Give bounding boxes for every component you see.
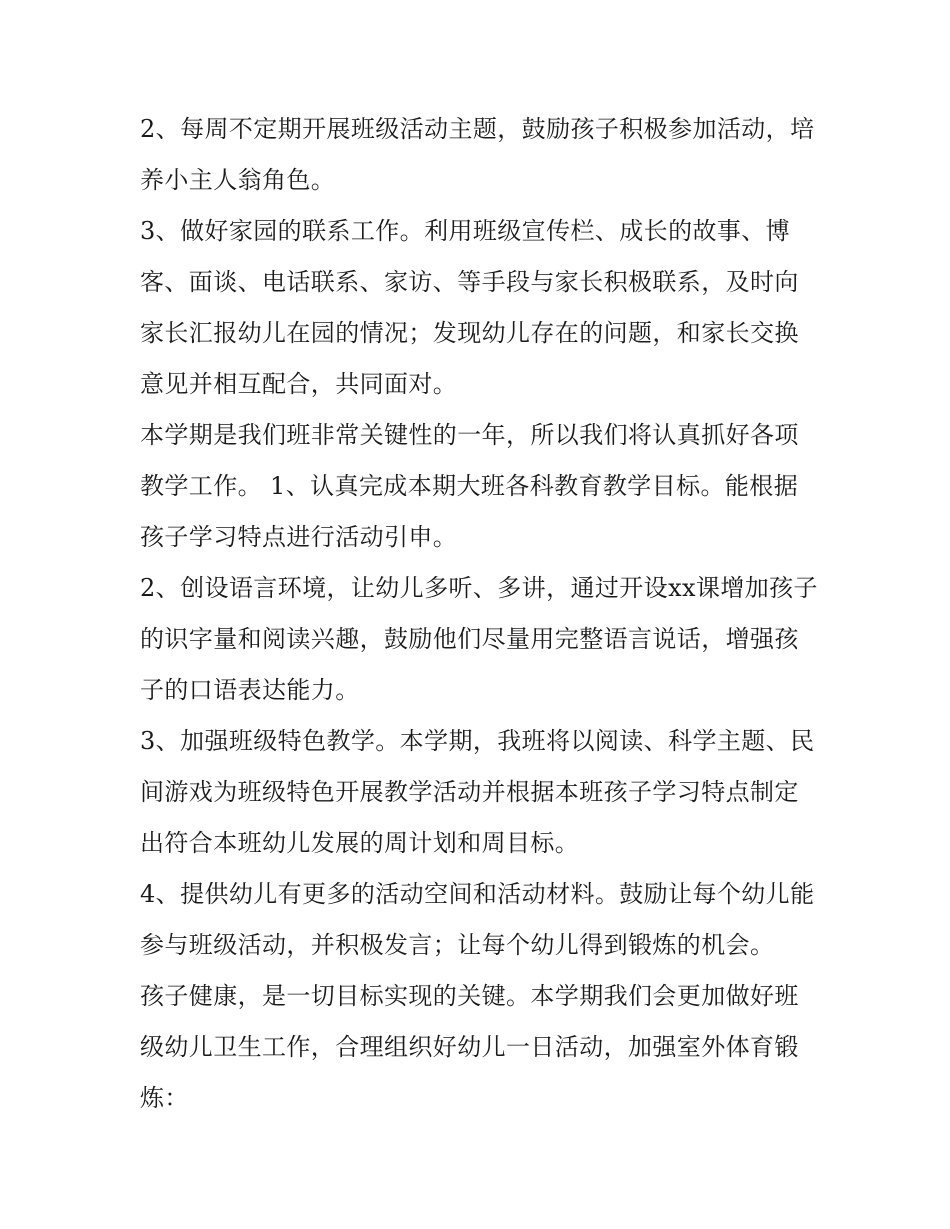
paragraph-weekly-activities: 2、每周不定期开展班级活动主题，鼓励孩子积极参加活动，培养小主人翁角色。: [140, 115, 815, 194]
paragraph-activity-space: 4、提供幼儿有更多的活动空间和活动材料。鼓励让每个幼儿能参与班级活动，并积极发言；让每个幼儿得到锻炼的机会。: [140, 880, 815, 959]
paragraph-teaching-work: 本学期是我们班非常关键性的一年，所以我们将认真抓好各项教学工作。 1、认真完成本期大班各科教育教学目标。能根据孩子学习特点进行活动引申。: [140, 421, 799, 551]
paragraph-child-health: 孩子健康，是一切目标实现的关键。本学期我们会更加做好班级幼儿卫生工作，合理组织好幼儿一日活动，加强室外体育锻炼：: [140, 982, 799, 1112]
paragraph-class-features: 3、加强班级特色教学。本学期，我班将以阅读、科学主题、民间游戏为班级特色开展教学活动并根据本班孩子学习特点制定出符合本班幼儿发展的周计划和周目标。: [140, 727, 815, 857]
document-body: [140, 104, 820, 1124]
paragraph-home-school-contact: 3、做好家园的联系工作。利用班级宣传栏、成长的故事、博客、面谈、电话联系、家访、等手段与家长积极联系，及时向家长汇报幼儿在园的情况；发现幼儿存在的问题，和家长交换意见并相互配合，共同面对。: [140, 217, 799, 398]
paragraph-language-environment: 2、创设语言环境，让幼儿多听、多讲，通过开设xx课增加孩子的识字量和阅读兴趣，鼓励他们尽量用完整语言说话，增强孩子的口语表达能力。: [140, 574, 818, 704]
